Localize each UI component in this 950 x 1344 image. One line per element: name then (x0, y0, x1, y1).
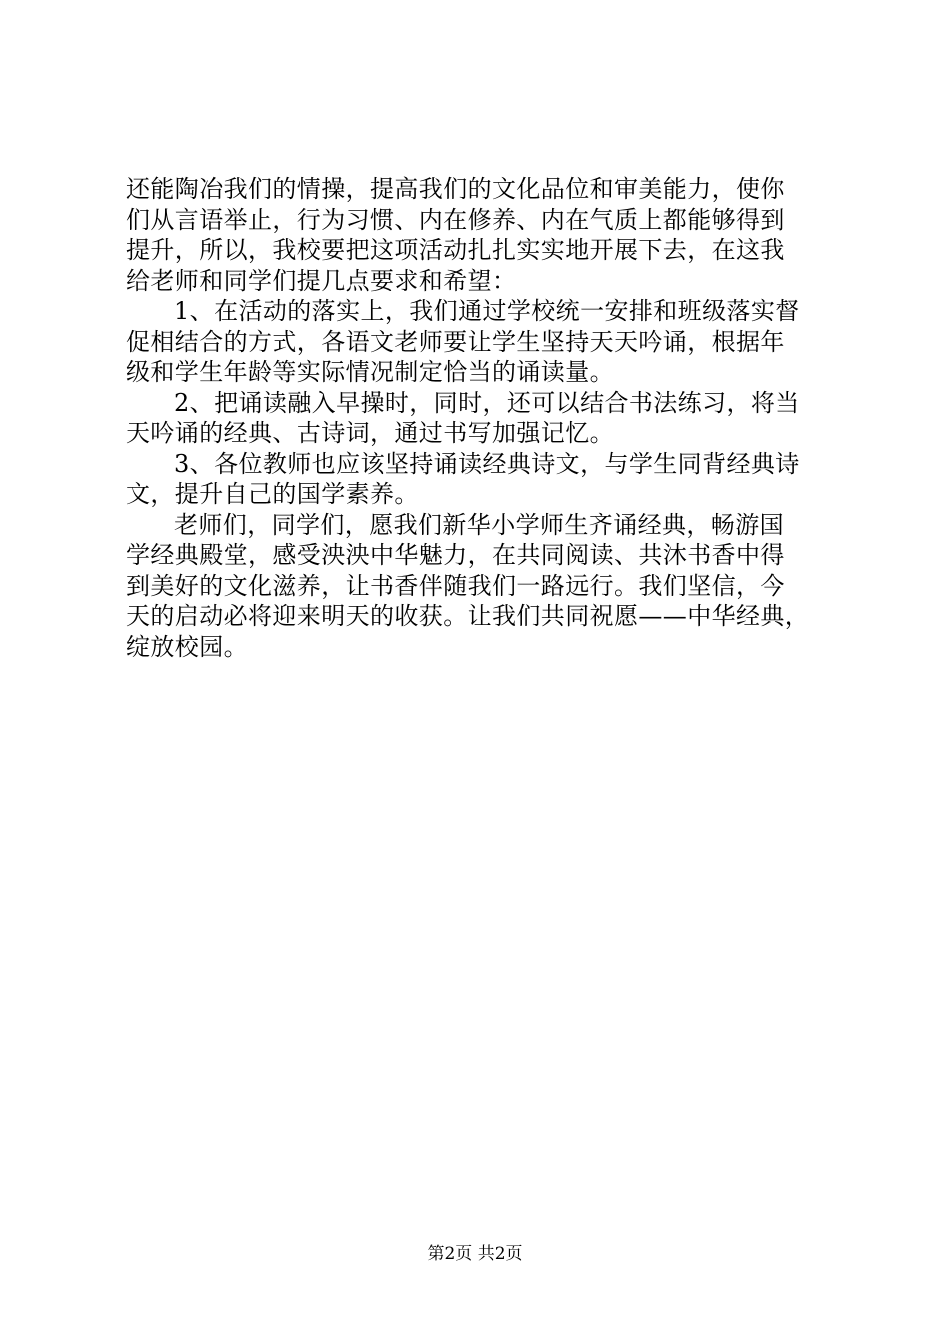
text-line: 学经典殿堂，感受泱泱中华魅力，在共同阅读、共沐书香中得 (126, 541, 785, 569)
text-line: 提升，所以，我校要把这项活动扎扎实实地开展下去，在这我 (126, 236, 785, 264)
document-body (126, 174, 830, 662)
page-footer (0, 1244, 950, 1264)
page-number-label: 第2页 共2页 (427, 1244, 523, 1264)
text-line: 天的启动必将迎来明天的收获。让我们共同祝愿——中华经典， (126, 602, 810, 630)
list-item-1-line: 1、在活动的落实上，我们通过学校统一安排和班级落实督 (174, 297, 800, 325)
text-line: 促相结合的方式，各语文老师要让学生坚持天天吟诵，根据年 (126, 327, 785, 356)
text-line: 们从言语举止，行为习惯、内在修养、内在气质上都能够得到 (126, 205, 785, 234)
list-item-3-line: 3、各位教师也应该坚持诵读经典诗文，与学生同背经典诗 (174, 449, 800, 478)
text-line: 给老师和同学们提几点要求和希望： (126, 266, 517, 295)
text-line: 还能陶冶我们的情操，提高我们的文化品位和审美能力，使你 (126, 175, 785, 203)
text-line: 绽放校园。 (126, 632, 248, 661)
text-line: 文，提升自己的国学素养。 (126, 480, 419, 508)
list-item-2-line: 2、把诵读融入早操时，同时，还可以结合书法练习，将当 (174, 388, 800, 417)
text-line: 天吟诵的经典、古诗词，通过书写加强记忆。 (126, 419, 614, 447)
closing-paragraph-line: 老师们，同学们，愿我们新华小学师生齐诵经典，畅游国 (174, 510, 784, 539)
text-line: 级和学生年龄等实际情况制定恰当的诵读量。 (126, 358, 614, 386)
text-line: 到美好的文化滋养，让书香伴随我们一路远行。我们坚信，今 (126, 571, 785, 600)
